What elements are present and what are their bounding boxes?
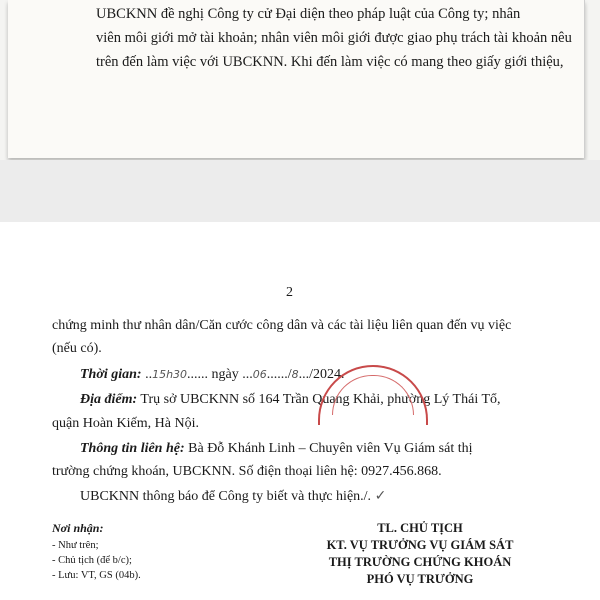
- notice-text: UBCKNN thông báo để Công ty biết và thực hiện./.: [80, 489, 372, 504]
- contact-line-2: trường chứng khoán, UBCKNN. Số điện thoại liên hệ: 0927.456.868.: [52, 464, 442, 479]
- place-line-1: [80, 392, 501, 408]
- body-line-2: viên môi giới mở tài khoản; nhân viên môi giới được giao phụ trách tài khoản nêu: [96, 30, 572, 46]
- time-dots: .../2024.: [298, 367, 345, 382]
- place-label: Địa điểm:: [80, 392, 138, 407]
- continuation-line-1: chứng minh thư nhân dân/Căn cước công dân và các tài liệu liên quan đến vụ việc: [52, 318, 512, 333]
- body-line-1: UBCKNN đề nghị Công ty cử Đại diện theo pháp luật của Công ty; nhân: [96, 6, 521, 22]
- day-handwritten: 06: [252, 368, 267, 381]
- contact-text: Bà Đỗ Khánh Linh – Chuyên viên Vụ Giám sát thị: [184, 441, 473, 456]
- time-line: [80, 367, 345, 383]
- place-line-2: quận Hoàn Kiếm, Hà Nội.: [52, 416, 199, 431]
- document-page-2: [0, 222, 600, 600]
- month-handwritten: 8: [291, 368, 299, 381]
- time-dots: ....../: [266, 367, 292, 382]
- recipient-item: - Như trên;: [52, 540, 99, 551]
- continuation-line-2: (nếu có).: [52, 341, 102, 356]
- notice-line: [80, 488, 386, 505]
- time-label: Thời gian:: [80, 367, 142, 382]
- signature-title-2: KT. VỤ TRƯỞNG VỤ GIÁM SÁT: [326, 538, 514, 552]
- contact-label: Thông tin liên hệ:: [80, 441, 185, 456]
- signature-title-1: TL. CHỦ TỊCH: [377, 521, 463, 535]
- document-page-1: [8, 0, 585, 158]
- page-gap: [0, 160, 600, 222]
- signature-title-4: PHÓ VỤ TRƯỞNG: [366, 572, 474, 586]
- time-dots: ..: [141, 367, 153, 382]
- contact-line-1: [80, 441, 473, 457]
- signature-title-3: THỊ TRƯỜNG CHỨNG KHOÁN: [328, 555, 512, 569]
- page-number: 2: [286, 285, 293, 300]
- time-handwritten: 15h30: [152, 368, 188, 381]
- place-text: Trụ sở UBCKNN số 164 Trần Quang Khải, phường Lý Thái Tổ,: [137, 392, 501, 407]
- recipients-title: Nơi nhận:: [52, 521, 104, 535]
- check-mark-icon: ✓: [374, 488, 387, 504]
- recipient-item: - Lưu: VT, GS (04b).: [52, 570, 141, 581]
- time-dots: ...... ngày ...: [187, 367, 253, 382]
- body-line-3: trên đến làm việc với UBCKNN. Khi đến làm việc có mang theo giấy giới thiệu,: [96, 54, 564, 70]
- recipient-item: - Chủ tịch (để b/c);: [52, 555, 132, 566]
